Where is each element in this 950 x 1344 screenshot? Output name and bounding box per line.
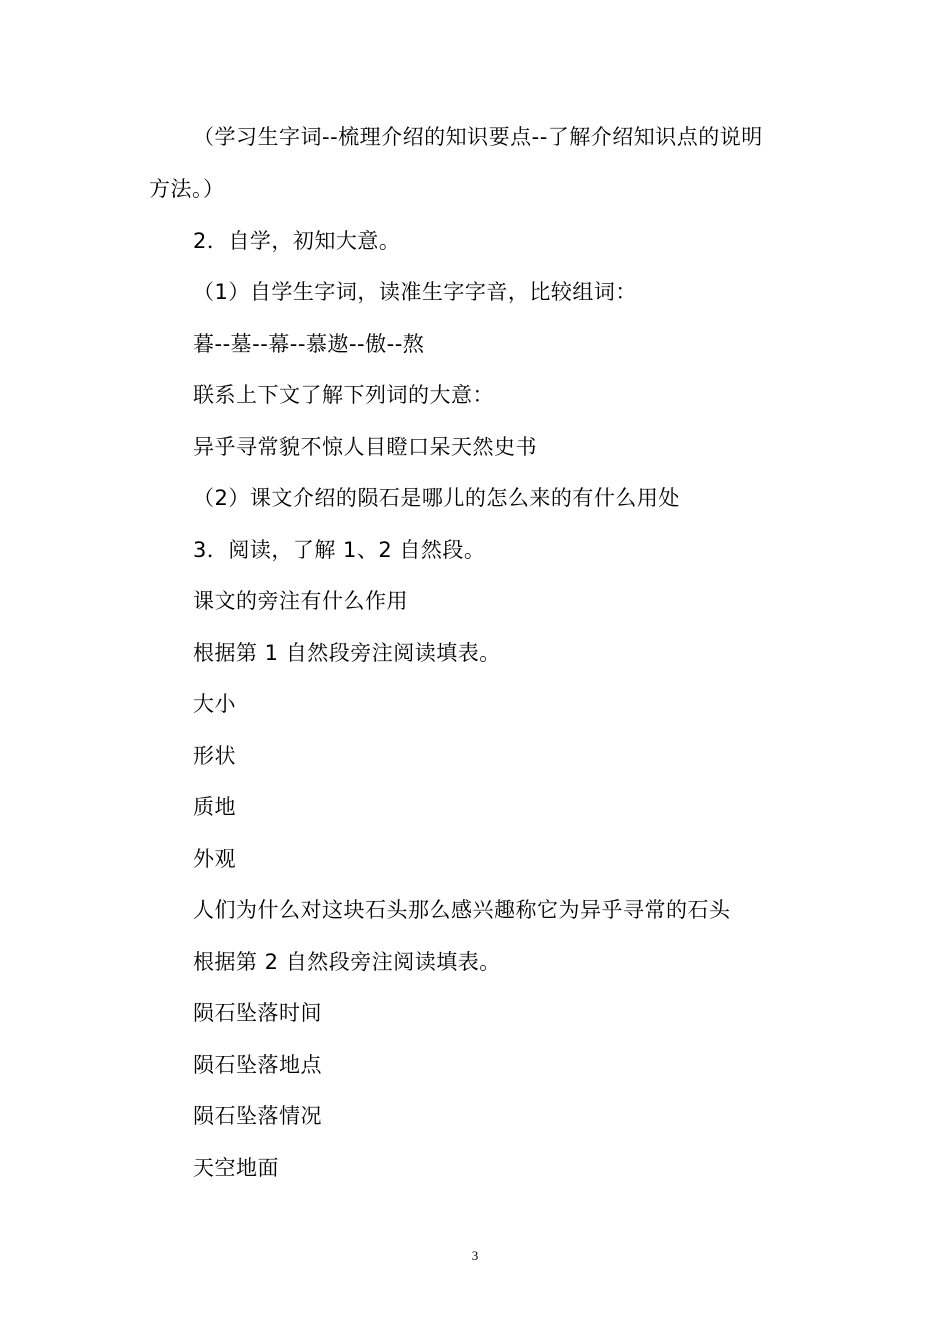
list-item: 天空地面 (193, 1156, 279, 1180)
list-item: 质地 (193, 795, 236, 819)
section-heading: 2．自学，初知大意。 (193, 229, 401, 253)
list-item: 陨石坠落时间 (193, 1001, 322, 1025)
paragraph-line: 课文的旁注有什么作用 (193, 589, 408, 613)
list-item: 形状 (193, 744, 236, 768)
paragraph-line: 异乎寻常貌不惊人目瞪口呆天然史书 (193, 435, 537, 459)
paragraph-line: 暮--墓--幕--慕遨--傲--熬 (193, 332, 425, 356)
paragraph-line: 根据第 2 自然段旁注阅读填表。 (193, 950, 501, 974)
paragraph-line: 根据第 1 自然段旁注阅读填表。 (193, 641, 501, 665)
list-item: 陨石坠落情况 (193, 1104, 322, 1128)
paragraph-line: 联系上下文了解下列词的大意： (193, 383, 494, 407)
list-item: 大小 (193, 692, 236, 716)
paragraph-line: （学习生字词--梳理介绍的知识要点--了解介绍知识点的说明 (193, 125, 763, 149)
paragraph-line: 人们为什么对这块石头那么感兴趣称它为异乎寻常的石头 (193, 898, 731, 922)
paragraph-line: 方法。） (149, 177, 225, 201)
paragraph-line: （1）自学生字词，读准生字字音，比较组词： (193, 280, 637, 304)
section-heading: 3．阅读，了解 1、2 自然段。 (193, 538, 486, 562)
list-item: 陨石坠落地点 (193, 1053, 322, 1077)
page-number: 3 (471, 1248, 479, 1263)
list-item: 外观 (193, 847, 236, 871)
paragraph-line: （2）课文介绍的陨石是哪儿的怎么来的有什么用处 (193, 486, 680, 510)
